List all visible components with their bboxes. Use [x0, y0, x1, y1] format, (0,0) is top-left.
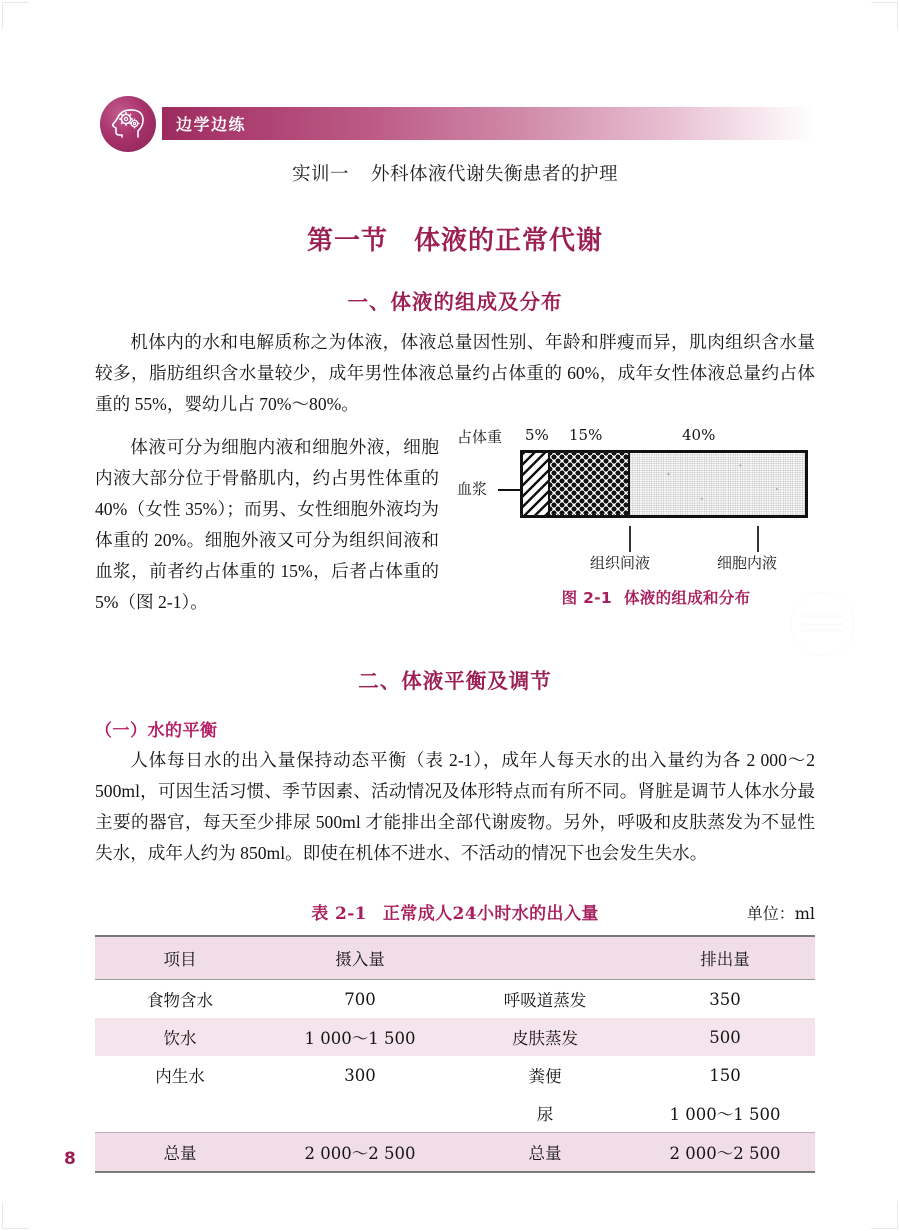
table-header: [95, 936, 815, 980]
cell-total-label-output: 总量: [455, 1133, 635, 1173]
paragraph-3: 人体每日水的出入量保持动态平衡（表 2-1），成年人每天水的出入量约为各 2 000～2 500ml，可因生活习惯、季节因素、活动情况及体形特点而有所不同。肾脏是调节人体水分最主要的器官，每天至少排尿 500ml 才能排出全部代谢废物。另外，呼吸和皮肤蒸发为不显性失水，成年人约为 850ml。即使在机体不进水、不活动的情况下也会发生失水。: [95, 750, 815, 863]
figure-bar-row: [457, 448, 815, 526]
chapter-number: 实训一: [291, 164, 349, 185]
figure-label-intracellular: 细胞内液: [717, 556, 778, 572]
table-header-intake: 摄入量: [265, 936, 455, 980]
chapter-heading: [95, 160, 815, 186]
table-row: [95, 1094, 815, 1133]
paragraph-1: 机体内的水和电解质称之为体液，体液总量因性别、年龄和胖瘦而异，肌肉组织含水量较多，脂肪组织含水量较少，成年男性体液总量约占体重的 60%，成年女性体液总量约占体重的 55%，婴幼儿占 70%～80%。: [95, 332, 815, 414]
page-content: [95, 0, 815, 1173]
subsubsection-heading-1: （一）水的平衡: [95, 721, 218, 741]
cell-output: 150: [709, 1065, 741, 1085]
cell-output: 350: [709, 989, 741, 1009]
cell-total-intake: 2 000～2 500: [265, 1133, 455, 1173]
cell-intake: 700: [344, 989, 376, 1009]
table-total-row: [95, 1133, 815, 1173]
chapter-title: 外科体液代谢失衡患者的护理: [371, 164, 619, 185]
figure-caption: [457, 586, 815, 608]
cell-output: 1 000～1 500: [669, 1105, 781, 1124]
table-header-output: 排出量: [635, 936, 815, 980]
trim-mark-top-right: [871, 2, 898, 29]
cell-total-output: 2 000～2 500: [635, 1133, 815, 1173]
cell-intake: 1 000～1 500: [304, 1029, 416, 1048]
cell-output-item: 呼吸道蒸发: [503, 991, 587, 1010]
cell-intake: 300: [344, 1065, 376, 1085]
table-row: [95, 1018, 815, 1056]
trim-mark-top-left: [2, 2, 29, 29]
figure-title: 体液的组成和分布: [624, 589, 751, 607]
table-body: [95, 980, 815, 1173]
figure-composition-bar: [520, 450, 808, 518]
figure-leader-plasma: [498, 489, 520, 491]
cell-item: 内生水: [155, 1067, 205, 1086]
table-2-1-block: [95, 899, 815, 1173]
table-number: 表 2-1: [311, 904, 367, 924]
subsection-heading-1: 一、体液的组成及分布: [347, 290, 563, 314]
trim-mark-bottom-left: [2, 1202, 29, 1229]
section-title-text: 体液的正常代谢: [414, 226, 604, 256]
figure-leader-interstitial: [629, 526, 631, 552]
table-header-item: 项目: [95, 936, 265, 980]
table-caption: [95, 899, 815, 924]
paragraph-2: 体液可分为细胞内液和细胞外液，细胞内液大部分位于骨骼肌内，约占男性体重的 40%（女性 35%）；而男、女性细胞外液均为体重的 20%。细胞外液又可分为组织间液和血浆，前者约占体重的 15%，后者占体重的 5%（图 2-1）。: [95, 437, 439, 612]
figure-label-interstitial: 组织间液: [590, 556, 651, 572]
cell-intake: [265, 1094, 455, 1133]
figure-segment-intracellular: [630, 453, 805, 515]
cell-item: 食物含水: [147, 991, 213, 1010]
table-title: 正常成人24小时水的出入量: [382, 904, 599, 924]
figure-percent-interstitial: 15%: [569, 426, 603, 444]
running-head-label: 边学边练: [176, 115, 247, 134]
figure-number: 图 2-1: [561, 589, 612, 607]
trim-mark-bottom-right: [871, 1202, 898, 1229]
table-header-blank: [455, 936, 635, 980]
figure-bottom-labels: [457, 552, 815, 578]
page-title: [95, 220, 815, 257]
figure-label-plasma: 血浆: [457, 482, 488, 498]
table-header-row: [95, 936, 815, 980]
table-unit-note: 单位：ml: [746, 904, 815, 923]
cell-output-item: 粪便: [528, 1067, 562, 1086]
table-caption-row: [95, 899, 815, 927]
water-balance-table: [95, 935, 815, 1173]
figure-percent-intracellular: 40%: [682, 426, 716, 444]
figure-segment-interstitial: [550, 453, 630, 515]
subsection-heading-2: 二、体液平衡及调节: [358, 669, 552, 693]
cell-item: 饮水: [163, 1029, 197, 1048]
cell-output-item: 皮肤蒸发: [512, 1029, 578, 1048]
table-row: [95, 980, 815, 1019]
page-number: 8: [64, 1149, 76, 1169]
figure-axis-label: 占体重: [457, 428, 503, 446]
cell-total-label-intake: 总量: [95, 1133, 265, 1173]
table-row: [95, 1056, 815, 1094]
cell-output: 500: [709, 1027, 741, 1047]
section-number: 第一节: [306, 226, 388, 256]
figure-top-labels: [457, 426, 815, 448]
cell-item: [95, 1094, 265, 1133]
cell-output-item: 尿: [536, 1105, 554, 1124]
figure-leader-lines: [457, 526, 815, 552]
figure-2-1: [457, 426, 815, 608]
figure-leader-intracellular: [757, 526, 759, 552]
figure-percent-plasma: 5%: [525, 426, 549, 444]
figure-segment-plasma: [523, 453, 550, 515]
